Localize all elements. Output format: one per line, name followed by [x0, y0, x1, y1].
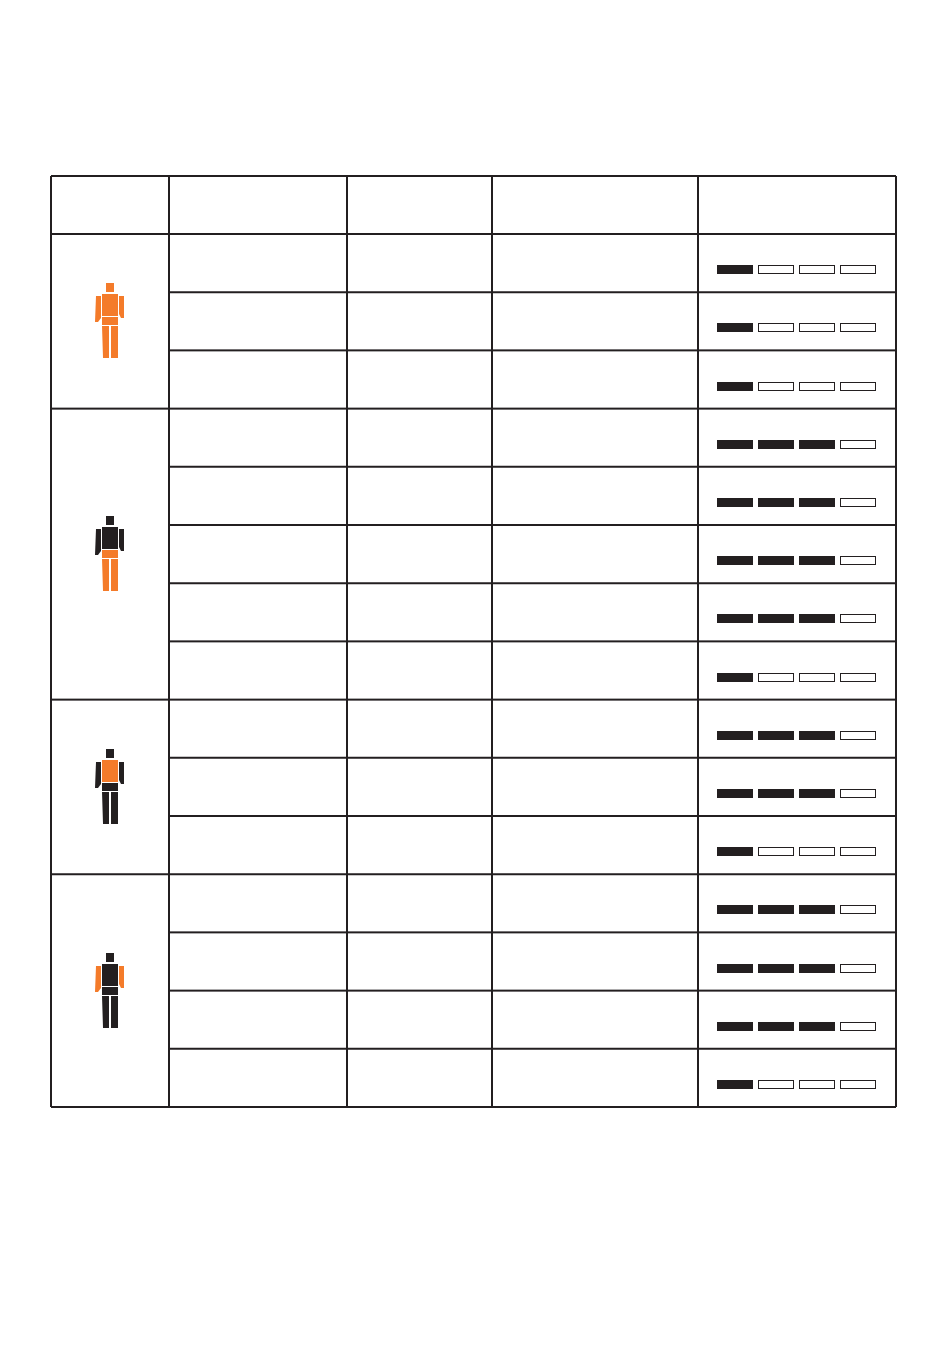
intensity-segment-filled	[717, 382, 753, 391]
intensity-segment-filled	[717, 498, 753, 507]
intensity-segment-filled	[717, 905, 753, 914]
figure-rarm	[119, 762, 124, 784]
figure-lleg	[102, 996, 109, 1028]
intensity-indicator	[717, 1022, 876, 1031]
intensity-indicator	[717, 323, 876, 332]
figure-torso	[102, 964, 118, 986]
intensity-segment-filled	[717, 1022, 753, 1031]
intensity-segment-empty	[840, 498, 876, 507]
figure-lleg	[102, 559, 109, 591]
intensity-indicator	[717, 1080, 876, 1089]
figure-rarm	[119, 529, 124, 551]
intensity-segment-empty	[799, 847, 835, 856]
intensity-segment-empty	[758, 323, 794, 332]
figure-hips	[102, 317, 118, 325]
intensity-segment-filled	[799, 905, 835, 914]
intensity-indicator	[717, 614, 876, 623]
body-figure-legs-orange-icon	[87, 513, 133, 595]
intensity-segment-empty	[840, 673, 876, 682]
figure-rleg	[111, 559, 118, 591]
intensity-segment-filled	[758, 964, 794, 973]
intensity-segment-filled	[799, 614, 835, 623]
intensity-segment-filled	[717, 847, 753, 856]
intensity-segment-empty	[840, 964, 876, 973]
intensity-segment-filled	[717, 789, 753, 798]
intensity-segment-empty	[840, 382, 876, 391]
intensity-segment-filled	[799, 498, 835, 507]
intensity-segment-filled	[799, 964, 835, 973]
intensity-segment-empty	[799, 673, 835, 682]
figure-rleg	[111, 996, 118, 1028]
figure-head	[106, 283, 114, 292]
intensity-segment-filled	[717, 731, 753, 740]
figure-cell	[51, 234, 169, 409]
intensity-segment-filled	[717, 673, 753, 682]
intensity-segment-empty	[799, 265, 835, 274]
intensity-segment-filled	[758, 905, 794, 914]
intensity-indicator	[717, 556, 876, 565]
intensity-segment-filled	[717, 1080, 753, 1089]
intensity-segment-filled	[799, 731, 835, 740]
intensity-segment-empty	[840, 614, 876, 623]
figure-larm	[95, 296, 101, 322]
figure-cell	[51, 700, 169, 875]
intensity-segment-empty	[840, 556, 876, 565]
intensity-segment-empty	[840, 1080, 876, 1089]
intensity-segment-filled	[717, 556, 753, 565]
intensity-segment-empty	[840, 789, 876, 798]
intensity-segment-empty	[758, 265, 794, 274]
figure-larm	[95, 966, 101, 992]
intensity-segment-filled	[758, 614, 794, 623]
intensity-segment-empty	[840, 905, 876, 914]
intensity-segment-empty	[799, 382, 835, 391]
intensity-segment-filled	[758, 440, 794, 449]
intensity-segment-filled	[799, 1022, 835, 1031]
intensity-indicator	[717, 498, 876, 507]
intensity-segment-filled	[717, 614, 753, 623]
intensity-indicator	[717, 964, 876, 973]
figure-hips	[102, 987, 118, 995]
intensity-segment-filled	[799, 789, 835, 798]
figure-rarm	[119, 296, 124, 318]
body-figure-arms-orange-icon	[87, 950, 133, 1032]
intensity-indicator	[717, 265, 876, 274]
intensity-indicator	[717, 905, 876, 914]
figure-cell	[51, 409, 169, 700]
figure-torso	[102, 294, 118, 316]
intensity-segment-empty	[840, 440, 876, 449]
intensity-indicator	[717, 789, 876, 798]
intensity-segment-filled	[799, 556, 835, 565]
intensity-segment-empty	[840, 323, 876, 332]
intensity-segment-filled	[758, 556, 794, 565]
intensity-indicator	[717, 382, 876, 391]
intensity-segment-filled	[717, 964, 753, 973]
figure-torso	[102, 527, 118, 549]
intensity-segment-filled	[758, 789, 794, 798]
intensity-segment-filled	[758, 731, 794, 740]
body-figure-torso-orange-icon	[87, 746, 133, 828]
intensity-segment-empty	[799, 1080, 835, 1089]
intensity-segment-empty	[799, 323, 835, 332]
figure-torso	[102, 760, 118, 782]
intensity-segment-filled	[758, 1022, 794, 1031]
figure-larm	[95, 529, 101, 555]
figure-hips	[102, 550, 118, 558]
figure-cell	[51, 874, 169, 1107]
intensity-segment-filled	[758, 498, 794, 507]
figure-lleg	[102, 792, 109, 824]
intensity-segment-filled	[799, 440, 835, 449]
intensity-segment-empty	[758, 673, 794, 682]
intensity-segment-empty	[758, 382, 794, 391]
intensity-segment-filled	[717, 323, 753, 332]
intensity-indicator	[717, 673, 876, 682]
intensity-segment-filled	[717, 265, 753, 274]
figure-rleg	[111, 792, 118, 824]
figure-hips	[102, 783, 118, 791]
intensity-segment-empty	[840, 731, 876, 740]
figure-head	[106, 516, 114, 525]
figure-head	[106, 749, 114, 758]
intensity-indicator	[717, 847, 876, 856]
figure-lleg	[102, 326, 109, 358]
intensity-segment-empty	[840, 847, 876, 856]
figure-rarm	[119, 966, 124, 988]
intensity-segment-empty	[840, 1022, 876, 1031]
intensity-segment-empty	[758, 1080, 794, 1089]
intensity-segment-empty	[840, 265, 876, 274]
figure-larm	[95, 762, 101, 788]
figure-rleg	[111, 326, 118, 358]
intensity-indicator	[717, 731, 876, 740]
intensity-indicator	[717, 440, 876, 449]
body-figure-full-orange-icon	[87, 280, 133, 362]
intensity-segment-filled	[717, 440, 753, 449]
intensity-segment-empty	[758, 847, 794, 856]
figure-head	[106, 953, 114, 962]
